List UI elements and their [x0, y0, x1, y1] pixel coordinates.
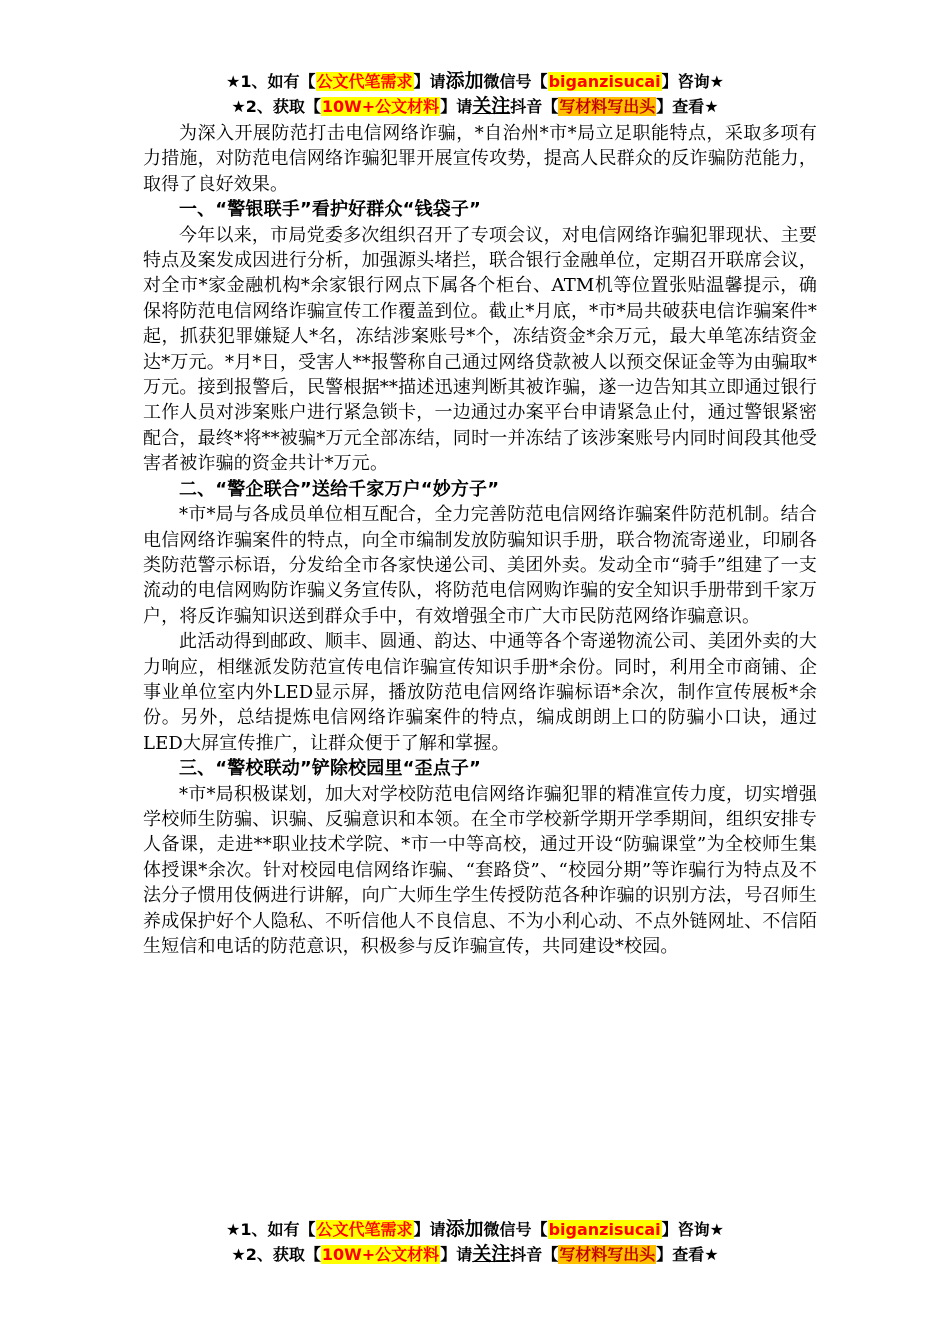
promo-line-1-mid2: 微信号【	[483, 72, 548, 91]
promo-footer-line-1-highlight-wechat: biganzisucai	[548, 1220, 661, 1239]
section-3-heading: 三、“警校联动”铲除校园里“歪点子”	[179, 758, 482, 780]
section-1-paragraph: 今年以来，市局党委多次组织召开了专项会议，对电信网络诈骗犯罪现状、主要特点及案发成因进行分析，加强源头堵拦，联合银行金融单位，定期召开联席会议，对全市*家金融机构*余家银行网点下属各个柜台、ATM机等位置张贴温馨提示，确保将防范电信网络诈骗宣传工作覆盖到位。截止*月底，*市*局共破获电信诈骗案件*起，抓获犯罪嫌疑人*名，冻结涉案账号*个，冻结资金*余万元，最大单笔冻结资金达*万元。*月*日，受害人**报警称自己通过网络贷款被人以预交保证金等为由骗取*万元。接到报警后，民警根据**描述迅速判断其被诈骗，遂一边告知其立即通过银行工作人员对涉案账户进行紧急锁卡，一边通过办案平台申请紧急止付，通过警银紧密配合，最终*将**被骗*万元全部冻结，同时一并冻结了该涉案账号内同时间段其他受害者被诈骗的资金共计*万元。	[143, 224, 817, 475]
promo-footer-line-1-mid: 】请	[413, 1220, 446, 1239]
promo-line-2-suffix: 】查看★	[656, 97, 719, 116]
promo-header	[0, 69, 950, 119]
promo-footer-line-1-mid2: 微信号【	[483, 1220, 548, 1239]
promo-footer-line-2-mid2: 抖音【	[510, 1245, 559, 1264]
promo-line-1-prefix: ★1、如有【	[226, 72, 316, 91]
promo-footer-line-2-suffix: 】查看★	[656, 1245, 719, 1264]
section-3-paragraph: *市*局积极谋划，加大对学校防范电信网络诈骗犯罪的精准宣传力度，切实增强学校师生防骗、识骗、反骗意识和本领。在全市学校新学期开学季期间，组织安排专人备课，走进**职业技术学院、*市一中等高校，通过开设“防骗课堂”为全校师生集体授课*余次。针对校园电信网络诈骗、“套路贷”、“校园分期”等诈骗行为特点及不法分子惯用伎俩进行讲解，向广大师生学生传授防范各种诈骗的识别方法，号召师生养成保护好个人隐私、不听信他人不良信息、不为小利心动、不点外链网址、不信陌生短信和电话的防范意识，积极参与反诈骗宣传，共同建设*校园。	[143, 783, 817, 957]
promo-footer-line-2-highlight-douyin: 写材料写出头	[559, 1245, 656, 1264]
promo-line-1-highlight-wechat: biganzisucai	[548, 72, 661, 91]
promo-footer-line-2-mid: 】请	[440, 1245, 473, 1264]
promo-line-2-prefix: ★2、获取【	[231, 97, 321, 116]
promo-footer-line-1	[0, 1217, 950, 1242]
promo-line-2-mid2: 抖音【	[510, 97, 559, 116]
promo-line-2	[0, 94, 950, 119]
section-2-heading: 二、“警企联合”送给千家万户“妙方子”	[179, 478, 500, 500]
promo-footer	[0, 1217, 950, 1267]
promo-line-1	[0, 69, 950, 94]
promo-footer-line-2-highlight-materials: 10W+公文材料	[321, 1245, 440, 1264]
promo-line-1-mid: 】请	[413, 72, 446, 91]
promo-line-1-emphasis: 添加	[445, 70, 484, 92]
section-2-paragraph-1: *市*局与各成员单位相互配合，全力完善防范电信网络诈骗案件防范机制。结合电信网络诈骗案件的特点，向全市编制发放防骗知识手册，联合物流寄递业，印刷各类防范警示标语，分发给全市各家快递公司、美团外卖。发动全市“骑手”组建了一支流动的电信网购防诈骗义务宣传队，将防范电信网购诈骗的安全知识手册带到千家万户，将反诈骗知识送到群众手中，有效增强全市广大市民防范网络诈骗意识。	[143, 504, 817, 627]
promo-footer-line-1-suffix: 】咨询★	[661, 1220, 724, 1239]
article-body	[143, 121, 817, 959]
promo-line-1-suffix: 】咨询★	[661, 72, 724, 91]
promo-footer-line-2	[0, 1242, 950, 1267]
promo-footer-line-2-emphasis: 关注	[472, 1243, 511, 1265]
promo-line-2-mid: 】请	[440, 97, 473, 116]
promo-line-2-highlight-douyin: 写材料写出头	[559, 97, 656, 116]
promo-footer-line-2-prefix: ★2、获取【	[231, 1245, 321, 1264]
section-1-heading: 一、“警银联手”看护好群众“钱袋子”	[179, 199, 482, 221]
promo-footer-line-1-prefix: ★1、如有【	[226, 1220, 316, 1239]
promo-footer-line-1-emphasis: 添加	[445, 1218, 484, 1240]
promo-footer-line-1-highlight-service: 公文代笔需求	[316, 1220, 413, 1239]
promo-line-2-highlight-materials: 10W+公文材料	[321, 97, 440, 116]
promo-line-2-emphasis: 关注	[472, 95, 511, 117]
section-2-paragraph-2: 此活动得到邮政、顺丰、圆通、韵达、中通等各个寄递物流公司、美团外卖的大力响应，相继派发防范宣传电信诈骗宣传知识手册*余份。同时，利用全市商铺、企事业单位室内外LED显示屏，播放防范电信网络诈骗标语*余次，制作宣传展板*余份。另外，总结提炼电信网络诈骗案件的特点，编成朗朗上口的防骗小口诀，通过LED大屏宣传推广，让群众便于了解和掌握。	[143, 631, 817, 754]
promo-line-1-highlight-service: 公文代笔需求	[316, 72, 413, 91]
intro-paragraph: 为深入开展防范打击电信网络诈骗，*自治州*市*局立足职能特点，采取多项有力措施，对防范电信网络诈骗犯罪开展宣传攻势，提高人民群众的反诈骗防范能力，取得了良好效果。	[143, 123, 817, 195]
